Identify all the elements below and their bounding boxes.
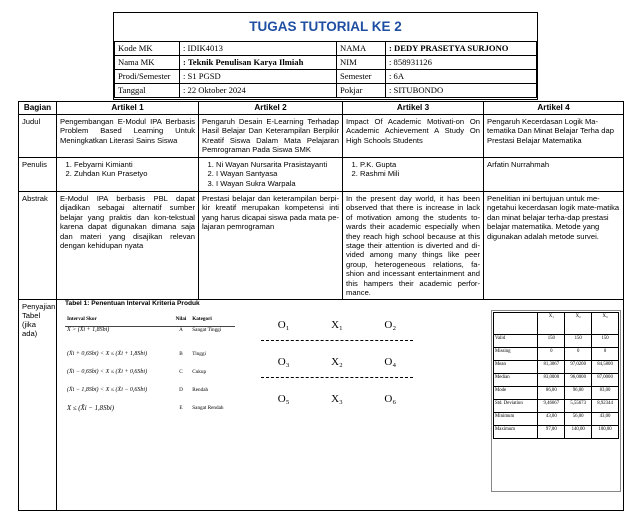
info-label: NAMA <box>337 42 386 56</box>
article-4-abstract: Penelitian ini bertujuan untuk me-ngetahui kecerdasan logik mate-matika dan minat belajar terha-dap prestasi belajar matematika. Metode yang digunakan adalah metode survei. <box>484 192 624 300</box>
stats-value: 0 <box>565 348 592 361</box>
info-value: : S1 PGSD <box>180 70 337 84</box>
dashed-divider <box>261 340 413 341</box>
design-row <box>257 351 417 373</box>
stats-label: Minimum <box>494 413 538 426</box>
column-header: Bagian <box>19 102 57 115</box>
stats-header-row <box>494 313 619 335</box>
design-symbol: O₆ <box>384 393 397 406</box>
article-comparison-table <box>18 101 624 511</box>
descriptive-statistics-box <box>491 310 621 492</box>
descriptive-statistics-table <box>493 312 619 439</box>
stats-value: 87,0000 <box>592 374 619 387</box>
stats-value: 140,00 <box>565 426 592 439</box>
article-1-abstract: E-Modul IPA berbasis PBL dapat dijadikan sebagai alternatif sumber belajar yang praktis dan kon-tekstual karena dapat digunakan dimana saja dan materi yang disajikan relevan dengan kehidupan nyata <box>57 192 199 300</box>
column-header: Artikel 1 <box>57 102 199 115</box>
article-3-authors <box>343 157 484 191</box>
row-label: Penyajian Tabel (jika ada) <box>19 300 57 511</box>
design-symbol: O₂ <box>384 319 397 332</box>
design-symbol: X₂ <box>331 356 343 369</box>
stats-label: Maximum <box>494 426 538 439</box>
info-value: : 6A <box>386 70 537 84</box>
row-label: Abstrak <box>19 192 57 300</box>
stats-label: Median <box>494 374 538 387</box>
stats-value: 43,00 <box>538 413 565 426</box>
article-4-authors: Arfatin Nurrahmah <box>484 157 624 191</box>
author: 2. I Wayan Santyasa <box>216 169 339 179</box>
interval-kategori: Cukup <box>192 368 207 375</box>
stats-value: 83,00 <box>592 387 619 400</box>
stats-row <box>494 361 619 374</box>
info-value: : 858931126 <box>386 56 537 70</box>
stats-row <box>494 387 619 400</box>
info-value: : IDIK4013 <box>180 42 337 56</box>
stats-row <box>494 374 619 387</box>
stats-label: Missing <box>494 348 538 361</box>
stats-row <box>494 335 619 348</box>
interval-row <box>65 405 235 429</box>
row-abstrak <box>19 192 624 300</box>
stats-value: 97,0200 <box>565 361 592 374</box>
stats-header: X₂ <box>565 313 592 335</box>
stats-row <box>494 426 619 439</box>
info-row <box>115 84 537 98</box>
article-3-abstract: In the present day world, it has been observed that there is increase in lack of motivation among the students to-wards their academic especially when they reach high school because at this stage their attention is diverted and di-vided among many things like peer group, heterogeneous relations, fa-shion and incessant entertainment and this hampers their academic perfor-mance. <box>343 192 484 300</box>
interval-kategori: Sangat Tinggi <box>192 327 222 334</box>
info-label: NIM <box>337 56 386 70</box>
stats-value: 100,00 <box>592 426 619 439</box>
header-box <box>113 12 538 100</box>
stats-value: 9,46667 <box>538 400 565 413</box>
interval-formula: (X̄i − 1,8Sbi) < X ≤ (X̄i − 0,6Sbi) <box>67 386 148 393</box>
stats-value: 150 <box>592 335 619 348</box>
stats-value: 84,5800 <box>592 361 619 374</box>
dashed-divider <box>261 377 413 378</box>
stats-label: Mean <box>494 361 538 374</box>
design-symbol: O₃ <box>277 356 290 369</box>
author: 2. Zuhdan Kun Prasetyo <box>74 169 195 179</box>
interval-header-row <box>65 316 235 327</box>
interval-criteria-table <box>65 316 235 429</box>
stats-value: 5,55673 <box>565 400 592 413</box>
article-3-title: Impact Of Academic Motivati-on On Academic Achievement A Study On High Schools Students <box>343 115 484 158</box>
stats-value: 150 <box>538 335 565 348</box>
design-symbol: X₃ <box>331 393 343 406</box>
interval-header: Nilai <box>172 316 191 327</box>
design-symbol: O₅ <box>277 393 290 406</box>
design-row <box>257 388 417 410</box>
interval-row <box>65 327 235 351</box>
table-header-row <box>19 102 624 115</box>
interval-header: Kategori <box>190 316 235 327</box>
column-header: Artikel 3 <box>343 102 484 115</box>
article-1-authors <box>57 157 199 191</box>
row-label: Penulis <box>19 157 57 191</box>
row-label: Judul <box>19 115 57 158</box>
article-1-title: Pengembangan E-Modul IPA Berbasis Problem Based Learning Untuk Meningkatkan Literasi Sains Siswa <box>57 115 199 158</box>
interval-row <box>65 351 235 369</box>
interval-row <box>65 369 235 387</box>
document-title: TUGAS TUTORIAL KE 2 <box>249 19 402 34</box>
design-symbol: O₁ <box>277 319 290 332</box>
interval-nilai: B <box>179 350 183 357</box>
stats-value: 0 <box>592 348 619 361</box>
stats-header <box>494 313 538 335</box>
stats-row <box>494 400 619 413</box>
stats-value: 56,00 <box>565 413 592 426</box>
article-2-abstract: Prestasi belajar dan keterampilan berpi-kir kreatif merupakan kompetensi inti yang harus dicapai siswa pada mata pe-lajaran pemrograman <box>199 192 343 300</box>
stats-value: 83,0000 <box>538 374 565 387</box>
stats-row <box>494 348 619 361</box>
design-symbol: O₄ <box>384 356 397 369</box>
column-header: Artikel 4 <box>484 102 624 115</box>
interval-header: Interval Skor <box>65 316 172 327</box>
stats-header: X₃ <box>592 313 619 335</box>
row-judul <box>19 115 624 158</box>
info-label: Prodi/Semester <box>115 70 180 84</box>
info-value: : 22 Oktober 2024 <box>180 84 337 98</box>
interval-kategori: Rendah <box>192 386 209 393</box>
interval-nilai: D <box>179 386 183 393</box>
stats-header: X₁ <box>538 313 565 335</box>
design-row <box>257 314 417 336</box>
interval-nilai: A <box>179 327 183 334</box>
info-label: Pokjar <box>337 84 386 98</box>
info-row <box>115 42 537 56</box>
article-2-title: Pengaruh Desain E-Learning Terhadap Hasil Belajar Dan Keterampilan Berpikir Kreatif Siswa Dalam Mata Pelajaran Pemrograman Pada Siswa SMK <box>199 115 343 158</box>
stats-value: 8,92344 <box>592 400 619 413</box>
stats-value: 96,0000 <box>565 374 592 387</box>
interval-nilai: E <box>179 404 183 411</box>
stats-label: Valid <box>494 335 538 348</box>
author: 1. Ni Wayan Nursarita Prasistayanti <box>216 160 339 170</box>
row-penulis <box>19 157 624 191</box>
article-2-authors <box>199 157 343 191</box>
figure-title: Tabel 1: Penentuan Interval Kriteria Produk <box>65 300 200 308</box>
interval-kategori: Tinggi <box>192 350 206 357</box>
author: 1. P.K. Gupta <box>360 160 480 170</box>
interval-formula: X > (X̄i + 1,8Sbi) <box>67 327 110 334</box>
info-row <box>115 56 537 70</box>
article-4-title: Pengaruh Kecerdasan Logik Ma-tematika Dan Minat Belajar Terha dap Prestasi Belajar Matematika <box>484 115 624 158</box>
student-info-table <box>114 41 537 98</box>
column-header: Artikel 2 <box>199 102 343 115</box>
interval-row <box>65 387 235 405</box>
author: 1. Febyarni Kimianti <box>74 160 195 170</box>
info-label: Nama MK <box>115 56 180 70</box>
stats-row <box>494 413 619 426</box>
stats-value: 81,3067 <box>538 361 565 374</box>
table-presentation-cell <box>57 300 624 511</box>
info-value: : SITUBONDO <box>386 84 537 98</box>
stats-value: 150 <box>565 335 592 348</box>
stats-value: 0 <box>538 348 565 361</box>
author: 3. I Wayan Sukra Warpala <box>216 179 339 189</box>
author: 2. Rashmi Mili <box>360 169 480 179</box>
row-penyajian <box>19 300 624 511</box>
interval-kategori: Sangat Rendah <box>192 404 224 411</box>
stats-value: 86,00 <box>538 387 565 400</box>
stats-value: 43,00 <box>592 413 619 426</box>
interval-nilai: C <box>179 368 183 375</box>
interval-formula: (X̄i − 0,6Sbi) < X ≤ (X̄i + 0,6Sbi) <box>67 368 148 375</box>
info-label: Tanggal <box>115 84 180 98</box>
info-label: Kode MK <box>115 42 180 56</box>
stats-value: 97,00 <box>538 426 565 439</box>
info-value: : DEDY PRASETYA SURJONO <box>386 42 537 56</box>
stats-label: Std. Deviation <box>494 400 538 413</box>
info-value: : Teknik Penulisan Karya Ilmiah <box>180 56 337 70</box>
info-row <box>115 70 537 84</box>
research-design-diagram <box>257 314 417 410</box>
interval-formula: (X̄i + 0,6Sbi) < X ≤ (X̄i + 1,8Sbi) <box>67 350 148 357</box>
interval-formula: X ≤ (X̄i − 1,8Sbi) <box>67 404 115 412</box>
design-symbol: X₁ <box>331 319 343 332</box>
stats-value: 96,00 <box>565 387 592 400</box>
info-label: Semester <box>337 70 386 84</box>
stats-label: Mode <box>494 387 538 400</box>
